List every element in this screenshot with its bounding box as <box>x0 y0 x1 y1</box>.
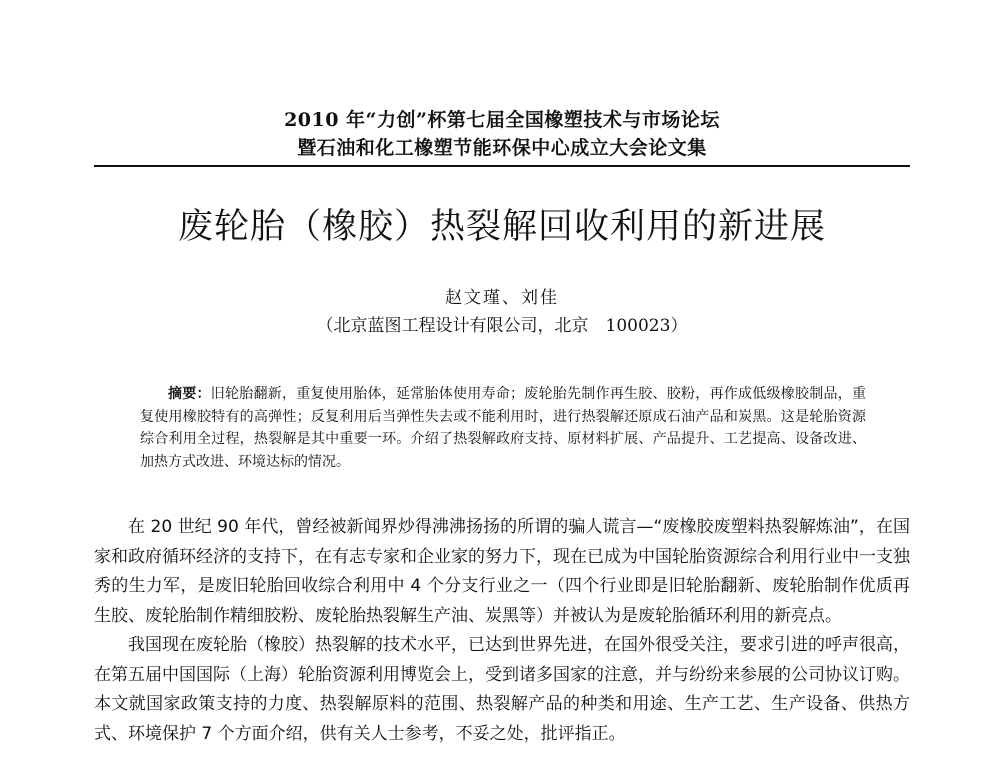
paper-authors: 赵文瑾、刘佳 <box>445 288 559 308</box>
conference-header-line-2: 暨石油和化工橡塑节能环保中心成立大会论文集 <box>297 137 707 159</box>
abstract-label: 摘要： <box>168 386 211 402</box>
body-text <box>94 513 910 749</box>
paper-affiliation: （北京蓝图工程设计有限公司，北京 100023） <box>316 316 688 336</box>
body-paragraph: 在 20 世纪 90 年代，曾经被新闻界炒得沸沸扬扬的所谓的骗人谎言—“废橡胶废塑料热裂解炼油”，在国家和政府循环经济的支持下，在有志专家和企业家的努力下，现在已成为中国轮胎资源综合利用行业中一支独秀的生力军，是废旧轮胎回收综合利用中 4 个分支行业之一（四个行业即是旧轮胎翻新、废轮胎制作优质再生胶、废轮胎制作精细胶粉、废轮胎热裂解生产油、炭黑等）并被认为是废轮胎循环利用的新亮点。 <box>94 517 910 626</box>
body-paragraph: 我国现在废轮胎（橡胶）热裂解的技术水平，已达到世界先进，在国外很受关注，要求引进的呼声很高，在第五届中国国际（上海）轮胎资源利用博览会上，受到诸多国家的注意，并与纷纷来参展的公司协议订购。本文就国家政策支持的力度、热裂解原料的范围、热裂解产品的种类和用途、生产工艺、生产设备、供热方式、环境保护 7 个方面介绍，供有关人士参考，不妥之处，批评指正。 <box>94 635 910 744</box>
paper-title: 废轮胎（橡胶）热裂解回收利用的新进展 <box>177 207 826 247</box>
conference-header <box>94 106 910 162</box>
conference-header-line-1: 2010 年“力创”杯第七届全国橡塑技术与市场论坛 <box>284 109 720 131</box>
header-divider <box>94 165 910 167</box>
abstract <box>140 383 866 473</box>
abstract-text: 旧轮胎翻新，重复使用胎体，延常胎体使用寿命；废轮胎先制作再生胶、胶粉，再作成低级橡胶制品，重复使用橡胶特有的高弹性；反复利用后当弹性失去或不能利用时，进行热裂解还原成石油产品和炭黑。这是轮胎资源综合利用全过程，热裂解是其中重要一环。介绍了热裂解政府支持、原材料扩展、产品提升、工艺提高、设备改进、加热方式改进、环境达标的情况。 <box>140 386 866 470</box>
